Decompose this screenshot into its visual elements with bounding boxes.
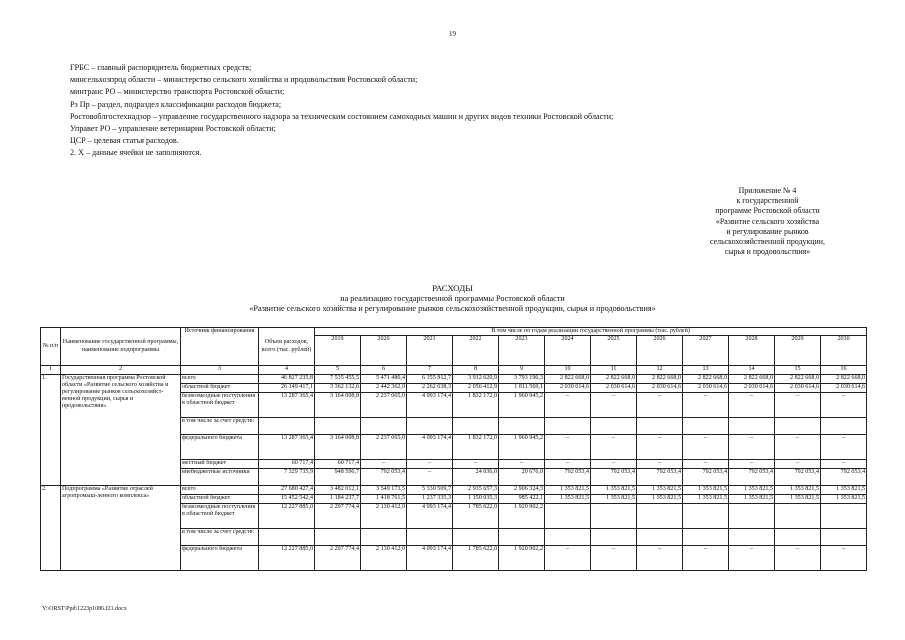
year-value-cell: [637, 529, 683, 546]
year-value-cell: –: [499, 460, 545, 469]
year-value-cell: [775, 529, 821, 546]
column-number: 15: [775, 366, 821, 375]
year-value-cell: 1 353 821,5: [775, 495, 821, 504]
year-value-cell: [591, 418, 637, 435]
year-value-cell: [821, 418, 867, 435]
table-row: [41, 375, 867, 384]
year-value-cell: –: [453, 460, 499, 469]
document-subtitle-program: «Развитие сельского хозяйства и регулирование рынков сельскохозяйственной продукции, сырья и продовольствия»: [249, 304, 656, 313]
year-value-cell: 792 053,4: [729, 469, 775, 486]
total-volume-cell: 60 717,4: [259, 460, 315, 469]
year-value-cell: 1 150 035,3: [453, 495, 499, 504]
note-line: 2. Х – данные ячейки не заполняются.: [70, 148, 202, 158]
year-value-cell: –: [545, 393, 591, 418]
header-source: Источник финансирования: [181, 328, 259, 366]
year-value-cell: 1 184 237,7: [315, 495, 361, 504]
header-year: 2027: [683, 336, 729, 366]
total-volume-cell: [259, 418, 315, 435]
year-value-cell: [361, 418, 407, 435]
year-value-cell: 4 093 174,4: [407, 504, 453, 529]
year-value-cell: [821, 529, 867, 546]
year-value-cell: 1 832 172,0: [453, 393, 499, 418]
appendix-line: сырья и продовольствия»: [724, 247, 811, 257]
header-years-caption: В том числе по годам реализации государственной программы (тыс. рублей): [315, 328, 867, 336]
column-number: 3: [181, 366, 259, 375]
year-value-cell: –: [683, 393, 729, 418]
year-value-cell: [545, 504, 591, 529]
column-number: 11: [591, 366, 637, 375]
year-value-cell: –: [407, 460, 453, 469]
year-value-cell: 1 920 902,2: [499, 546, 545, 571]
funding-source: местный бюджет: [181, 460, 259, 469]
year-value-cell: 2 822 668,0: [729, 375, 775, 384]
header-year: 2022: [453, 336, 499, 366]
year-value-cell: [315, 418, 361, 435]
year-value-cell: [453, 529, 499, 546]
header-year: 2021: [407, 336, 453, 366]
header-name: Наименование государственной программы, наименование подпрограммы: [61, 328, 181, 366]
year-value-cell: [683, 529, 729, 546]
year-value-cell: 1 418 761,5: [361, 495, 407, 504]
year-value-cell: –: [545, 435, 591, 460]
year-value-cell: 5 471 480,4: [361, 375, 407, 384]
row-number: 1.: [41, 375, 61, 486]
header-volume: Объем расходов, всего (тыс. рублей): [259, 328, 315, 366]
year-value-cell: –: [591, 546, 637, 571]
year-value-cell: –: [775, 460, 821, 469]
total-volume-cell: 12 227 885,0: [259, 504, 315, 529]
year-value-cell: –: [407, 469, 453, 486]
year-value-cell: –: [821, 393, 867, 418]
total-volume-cell: 15 452 542,4: [259, 495, 315, 504]
year-value-cell: 2 130 412,0: [361, 546, 407, 571]
year-value-cell: 1 920 902,2: [499, 504, 545, 529]
year-value-cell: 1 353 821,5: [545, 486, 591, 495]
year-value-cell: 4 093 174,4: [407, 435, 453, 460]
appendix-line: Приложение № 4: [738, 186, 797, 195]
year-value-cell: 2 030 614,6: [775, 384, 821, 393]
year-value-cell: [499, 418, 545, 435]
year-value-cell: 792 053,4: [683, 469, 729, 486]
file-path-footer: Y:\ORST\Ppd\1223p1086.f21.docx: [42, 606, 127, 612]
page-number: 19: [449, 30, 456, 38]
funding-source: в том числе за счет средств:: [181, 529, 259, 546]
notes-list: [70, 62, 613, 160]
year-value-cell: 1 353 821,5: [729, 495, 775, 504]
year-value-cell: 2 442 362,0: [361, 384, 407, 393]
year-value-cell: –: [637, 393, 683, 418]
year-value-cell: 4 093 174,4: [407, 393, 453, 418]
year-value-cell: 2 822 668,0: [683, 375, 729, 384]
year-value-cell: 1 785 622,0: [453, 546, 499, 571]
column-number: 13: [683, 366, 729, 375]
row-number: 2.: [41, 486, 61, 571]
year-value-cell: 1 960 945,2: [499, 393, 545, 418]
column-number: 14: [729, 366, 775, 375]
header-year: 2020: [361, 336, 407, 366]
year-value-cell: 60 717,4: [315, 460, 361, 469]
year-value-cell: 7 535 455,5: [315, 375, 361, 384]
year-value-cell: 2 030 614,6: [591, 384, 637, 393]
year-value-cell: –: [545, 546, 591, 571]
column-number: 1: [41, 366, 61, 375]
year-value-cell: –: [729, 393, 775, 418]
year-value-cell: [545, 529, 591, 546]
year-value-cell: 2 297 774,4: [315, 546, 361, 571]
column-number: 7: [407, 366, 453, 375]
year-value-cell: 985 422,1: [499, 495, 545, 504]
column-number: 8: [453, 366, 499, 375]
year-value-cell: 1 832 172,0: [453, 435, 499, 460]
year-value-cell: –: [775, 393, 821, 418]
year-value-cell: 1 353 821,5: [637, 486, 683, 495]
total-volume-cell: 7 329 735,9: [259, 469, 315, 486]
note-line: Управет РО – управление ветеринарии Ростовской области;: [70, 124, 276, 134]
year-value-cell: 3 362 132,6: [315, 384, 361, 393]
year-value-cell: 2 237 065,0: [361, 393, 407, 418]
year-value-cell: 792 053,4: [545, 469, 591, 486]
year-value-cell: 1 353 821,5: [821, 495, 867, 504]
year-value-cell: 1 353 821,5: [637, 495, 683, 504]
header-year: 2023: [499, 336, 545, 366]
year-value-cell: [361, 529, 407, 546]
year-value-cell: [545, 418, 591, 435]
year-value-cell: 2 030 614,6: [637, 384, 683, 393]
year-value-cell: 5 330 509,7: [407, 486, 453, 495]
header-year: 2026: [637, 336, 683, 366]
year-value-cell: –: [591, 435, 637, 460]
total-volume-cell: 27 680 427,4: [259, 486, 315, 495]
year-value-cell: 792 053,4: [637, 469, 683, 486]
year-value-cell: –: [683, 546, 729, 571]
year-value-cell: 4 093 174,4: [407, 546, 453, 571]
year-value-cell: [775, 504, 821, 529]
year-value-cell: 948 596,7: [315, 469, 361, 486]
year-value-cell: 2 030 614,6: [729, 384, 775, 393]
year-value-cell: 792 053,4: [591, 469, 637, 486]
year-value-cell: [499, 529, 545, 546]
header-num: № п/п: [41, 328, 61, 366]
column-number: 9: [499, 366, 545, 375]
year-value-cell: 2 297 774,4: [315, 504, 361, 529]
year-value-cell: 1 237 335,3: [407, 495, 453, 504]
header-year: 2019: [315, 336, 361, 366]
year-value-cell: –: [545, 460, 591, 469]
year-value-cell: –: [775, 435, 821, 460]
table-row: [41, 486, 867, 495]
appendix-block: [660, 186, 875, 257]
header-year: 2024: [545, 336, 591, 366]
year-value-cell: 24 036,0: [453, 469, 499, 486]
funding-source: областной бюджет: [181, 384, 259, 393]
document-subtitle: на реализацию государственной программы Ростовской области: [340, 294, 565, 303]
column-number: 2: [61, 366, 181, 375]
year-value-cell: –: [729, 435, 775, 460]
appendix-line: к государственной: [736, 196, 799, 206]
year-value-cell: 3 164 008,8: [315, 393, 361, 418]
note-line: минтранс РО – министерство транспорта Ростовской области;: [70, 87, 285, 97]
note-line: ГРБС – главный распорядитель бюджетных средств;: [70, 63, 252, 72]
column-number: 4: [259, 366, 315, 375]
year-value-cell: 792 053,4: [361, 469, 407, 486]
year-value-cell: 1 353 821,5: [729, 486, 775, 495]
year-value-cell: 1 353 821,5: [821, 486, 867, 495]
year-value-cell: 1 353 821,5: [775, 486, 821, 495]
year-value-cell: 2 030 614,6: [683, 384, 729, 393]
funding-source: безвозмездные поступления в областной бюджет: [181, 504, 259, 529]
year-value-cell: 3 164 008,8: [315, 435, 361, 460]
year-value-cell: [775, 418, 821, 435]
year-value-cell: 1 353 821,5: [591, 495, 637, 504]
year-value-cell: 1 353 821,5: [591, 486, 637, 495]
year-value-cell: [453, 418, 499, 435]
year-value-cell: –: [683, 460, 729, 469]
year-value-cell: –: [729, 460, 775, 469]
year-value-cell: 1 353 821,5: [545, 495, 591, 504]
year-value-cell: –: [637, 460, 683, 469]
total-volume-cell: 13 287 365,4: [259, 393, 315, 418]
year-value-cell: [683, 418, 729, 435]
funding-source: федерального бюджета: [181, 435, 259, 460]
year-value-cell: [637, 504, 683, 529]
year-value-cell: –: [821, 546, 867, 571]
funding-source: в том числе за счет средств:: [181, 418, 259, 435]
year-value-cell: 2 056 412,9: [453, 384, 499, 393]
year-value-cell: 1 960 945,2: [499, 435, 545, 460]
year-value-cell: [683, 504, 729, 529]
year-value-cell: 1 353 821,5: [683, 495, 729, 504]
header-year: 2025: [591, 336, 637, 366]
year-value-cell: –: [637, 546, 683, 571]
note-line: Рз Пр – раздел, подраздел классификации расходов бюджета;: [70, 99, 282, 109]
year-value-cell: 3 793 190,3: [499, 375, 545, 384]
year-value-cell: 2 822 668,0: [821, 375, 867, 384]
year-value-cell: 2 262 638,3: [407, 384, 453, 393]
year-value-cell: –: [729, 546, 775, 571]
year-value-cell: –: [821, 435, 867, 460]
year-value-cell: [591, 504, 637, 529]
column-number-row: [41, 366, 867, 375]
appendix-line: сельскохозяйственной продукции,: [710, 237, 825, 247]
header-row: [41, 328, 867, 336]
program-name: Государственная программа Ростовской области «Развитие сельского хозяйства и регулирование рынков сельскохозяйст-венной продукции, сырья и продовольствия»: [61, 375, 181, 486]
year-value-cell: 2 030 614,6: [821, 384, 867, 393]
appendix-line: «Развитие сельского хозяйства: [715, 216, 820, 226]
table-body: [41, 328, 867, 571]
funding-source: внебюджетные источники: [181, 469, 259, 486]
year-value-cell: [729, 418, 775, 435]
year-value-cell: –: [683, 435, 729, 460]
year-value-cell: 2 935 657,3: [453, 486, 499, 495]
total-volume-cell: [259, 529, 315, 546]
header-year: 2029: [775, 336, 821, 366]
year-value-cell: 2 237 065,0: [361, 435, 407, 460]
year-value-cell: [315, 529, 361, 546]
total-volume-cell: 12 227 885,0: [259, 546, 315, 571]
funding-source: федерального бюджета: [181, 546, 259, 571]
funding-source: всего: [181, 375, 259, 384]
year-value-cell: 792 053,4: [775, 469, 821, 486]
year-value-cell: 792 053,4: [821, 469, 867, 486]
year-value-cell: 3 912 620,9: [453, 375, 499, 384]
year-value-cell: 2 130 412,0: [361, 504, 407, 529]
header-year: 2030: [821, 336, 867, 366]
column-number: 6: [361, 366, 407, 375]
year-value-cell: [637, 418, 683, 435]
appendix-line: программе Ростовской области: [715, 206, 820, 216]
year-value-cell: [407, 529, 453, 546]
year-value-cell: [729, 504, 775, 529]
year-value-cell: 3 482 012,1: [315, 486, 361, 495]
total-volume-cell: 13 287 365,4: [259, 435, 315, 460]
column-number: 16: [821, 366, 867, 375]
year-value-cell: [821, 504, 867, 529]
note-line: Ростовоблгостехнадзор – управление государственного надзора за техническим состоянием самоходных машин и других видов техники Ростовской области;: [70, 111, 614, 121]
expenses-table: [40, 327, 867, 571]
total-volume-cell: 26 149 417,1: [259, 384, 315, 393]
year-value-cell: [407, 418, 453, 435]
year-value-cell: –: [775, 546, 821, 571]
note-line: минсельхозпрод области – министерство сельского хозяйства и продовольствия Ростовской области;: [70, 75, 418, 85]
year-value-cell: [591, 529, 637, 546]
year-value-cell: 20 676,0: [499, 469, 545, 486]
appendix-line: и регулирование рынков: [726, 226, 809, 236]
year-value-cell: [729, 529, 775, 546]
note-line: ЦСР – целевая статья расходов.: [70, 136, 179, 146]
year-value-cell: 6 355 812,7: [407, 375, 453, 384]
document-title: РАСХОДЫ: [432, 283, 473, 293]
year-value-cell: –: [821, 460, 867, 469]
year-value-cell: –: [591, 460, 637, 469]
year-value-cell: 1 785 622,0: [453, 504, 499, 529]
year-value-cell: 2 822 668,0: [545, 375, 591, 384]
year-value-cell: 2 906 324,3: [499, 486, 545, 495]
column-number: 10: [545, 366, 591, 375]
program-name: Подпрограмма «Развитие отраслей агропромыш-ленного комплекса»: [61, 486, 181, 571]
header-year: 2028: [729, 336, 775, 366]
year-value-cell: –: [361, 460, 407, 469]
funding-source: всего: [181, 486, 259, 495]
year-value-cell: 1 811 569,1: [499, 384, 545, 393]
year-value-cell: 2 030 614,6: [545, 384, 591, 393]
column-number: 12: [637, 366, 683, 375]
year-value-cell: 2 822 668,0: [637, 375, 683, 384]
year-value-cell: –: [591, 393, 637, 418]
column-number: 5: [315, 366, 361, 375]
total-volume-cell: 46 827 235,8: [259, 375, 315, 384]
year-value-cell: 2 822 668,0: [775, 375, 821, 384]
funding-source: безвозмездные поступления в областной бюджет: [181, 393, 259, 418]
year-value-cell: 1 353 821,5: [683, 486, 729, 495]
funding-source: областной бюджет: [181, 495, 259, 504]
year-value-cell: 3 549 173,5: [361, 486, 407, 495]
year-value-cell: 2 822 668,0: [591, 375, 637, 384]
year-value-cell: –: [637, 435, 683, 460]
